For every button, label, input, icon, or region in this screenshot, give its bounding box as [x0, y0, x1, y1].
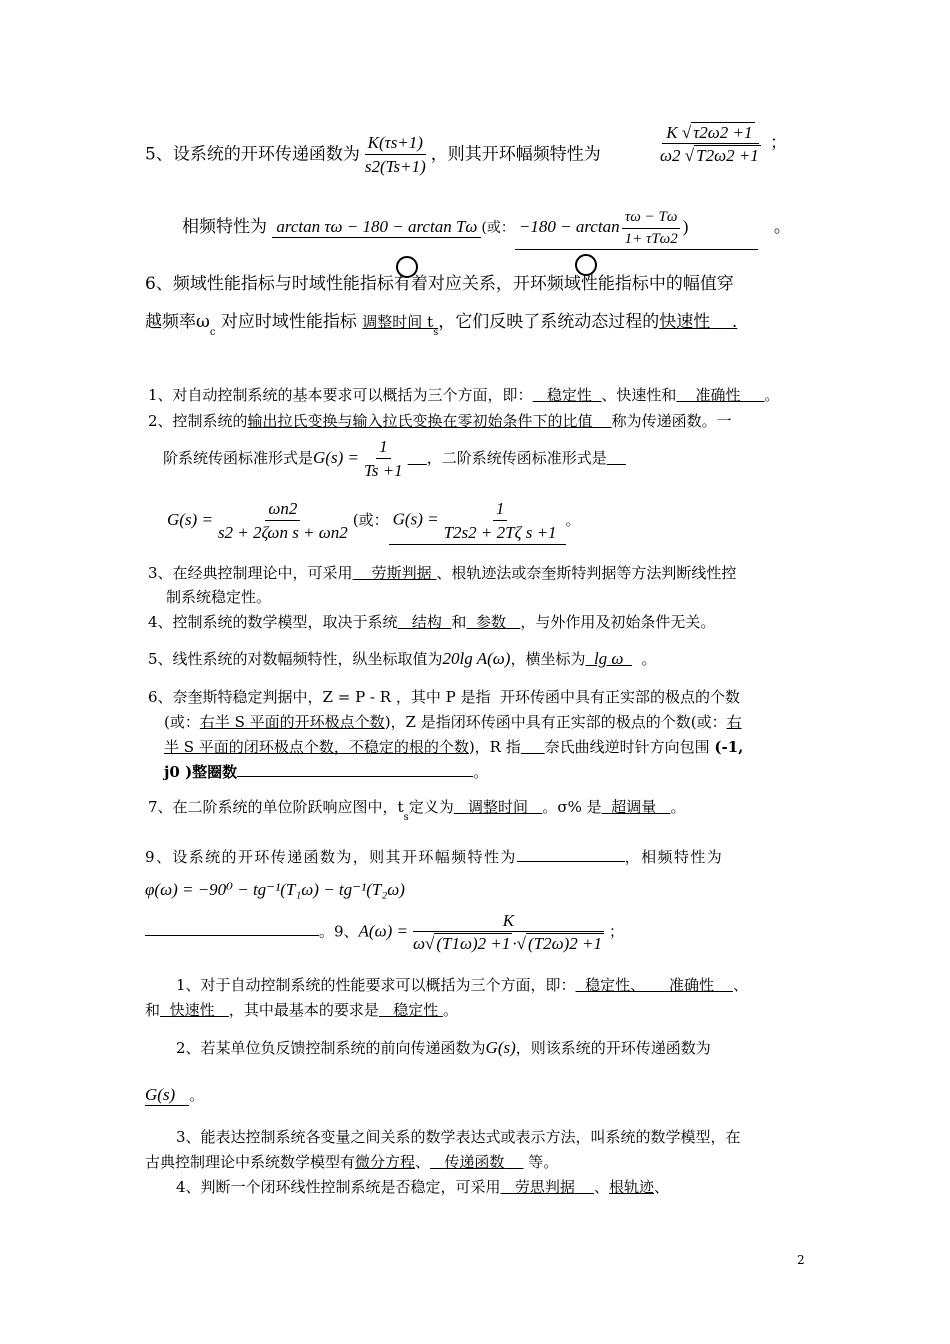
circle-mark	[575, 254, 597, 276]
p3-line2: 古典控制理论中系统数学模型有微分方程、 传递函数 等。	[145, 1153, 559, 1171]
q1-line: 1、对自动控制系统的基本要求可以概括为三个方面，即： 稳定性 、快速性和 准确性 。	[148, 386, 780, 404]
q2-line2: 阶系统传函标准形式是G(s) = $\frac{1}{Ts +1}$ ，二阶系统传函标准形式是	[163, 437, 607, 481]
q5a-magnitude-answer: $\frac{K √ \tau 2\omega 2 +1}{\omega 2 √ T2\omega 2 +1}$ ；	[660, 123, 788, 166]
q5a-line: 5、设系统的开环传递函数为 $\frac{K(\tau s+1)}{s2(Ts+1)}$ ，则其开环幅频特性为	[145, 133, 601, 177]
q7-line: 7、在二阶系统的单位阶跃响应图中，$t_s$定义为 调整时间 。σ% 是 超调量 。	[148, 798, 686, 823]
q5b-line: 5、线性系统的对数幅频特性，纵坐标取值为20lg A(ω)，横坐标为 lg ω 。	[148, 649, 657, 668]
q5a-phase-line: 相频特性为 arctan τω − 180 − arctan Tω (或： −180 − arctan $\frac{\tau\omega - T\omega}{\text{1+ τTω2}}$ ) 。	[182, 208, 791, 250]
p3-line1: 3、能表达控制系统各变量之间关系的数学表达式或表示方法，叫系统的数学模型，在	[176, 1128, 741, 1146]
p4-line: 4、判断一个闭环线性控制系统是否稳定，可采用 劳思判据 、根轨迹、	[176, 1178, 669, 1196]
q9-line1: 9、设系统的开环传递函数为，则其开环幅频特性为 ，相频特性为	[145, 848, 724, 866]
q3-line1: 3、在经典控制理论中，可采用 劳斯判据 、根轨迹法或奈奎斯特判据等方法判断线性控	[148, 564, 737, 582]
p1-line1: 1、对于自动控制系统的性能要求可以概括为三个方面，即： 稳定性、 准确性 、	[176, 976, 749, 994]
q3-line2: 制系统稳定性。	[166, 588, 272, 606]
q6b-line2: (或：右半 S 平面的开环极点个数)，Z 是指闭环传函中具有正实部的极点的个数(或：右	[164, 713, 742, 731]
q6b-line3: 半 S 平面的闭环极点个数，不稳定的根的个数)，R 指 奈氏曲线逆时针方向包围 (-1,	[164, 738, 744, 756]
q6b-line4: j0 )整圈数 。	[164, 763, 489, 781]
q4-line: 4、控制系统的数学模型，取决于系统 结构 和 参数 ，与外作用及初始条件无关。	[148, 613, 716, 631]
q2-line1: 2、控制系统的输出拉氏变换与输入拉氏变换在零初始条件下的比值 称为传递函数。一	[148, 412, 732, 430]
q6a-line2: 越频率$\omega_c$ 对应时域性能指标 调整时间 $t_s$，它们反映了系统动态过程的快速性 .	[145, 312, 738, 338]
q2-formulas: G(s) = $\frac{\omega n2}{\text{s2 + 2ζωn s + ωn2}}$ (或： G(s) = $\frac{1}{\text{T2s2 + 2Tζ s +1}}$ 。	[167, 498, 581, 545]
q6b-line1: 6、奈奎斯特稳定判据中，Z = P - R ，其中 P 是指 开环传函中具有正实部的极点的个数	[148, 688, 741, 706]
q9-line3: 。9、A(ω) = $\frac{K}{\omega√ (T1\omega)2 +1 \cdot√ (T2\omega)2 +1}$ ；	[145, 910, 624, 955]
p2-line1: 2、若某单位负反馈控制系统的前向传递函数为G(s)，则该系统的开环传递函数为	[176, 1038, 711, 1057]
page-number: 2	[797, 1253, 805, 1267]
p1-line2: 和 快速性 ，其中最基本的要求是 稳定性 。	[145, 1001, 459, 1019]
p2-line2: G(s) 。	[145, 1084, 204, 1106]
q9-phase: φ(ω) = −90⁰ − tg⁻¹(T₁ω) − tg⁻¹(T₂ω)	[145, 880, 405, 899]
q5a-transfer-fraction: $\frac{K(\tau s+1)}{s2(Ts+1)}$	[364, 133, 426, 177]
q6a-line1: 6、频域性能指标与时域性能指标有着对应关系，开环频域性能指标中的幅值穿	[145, 274, 734, 294]
